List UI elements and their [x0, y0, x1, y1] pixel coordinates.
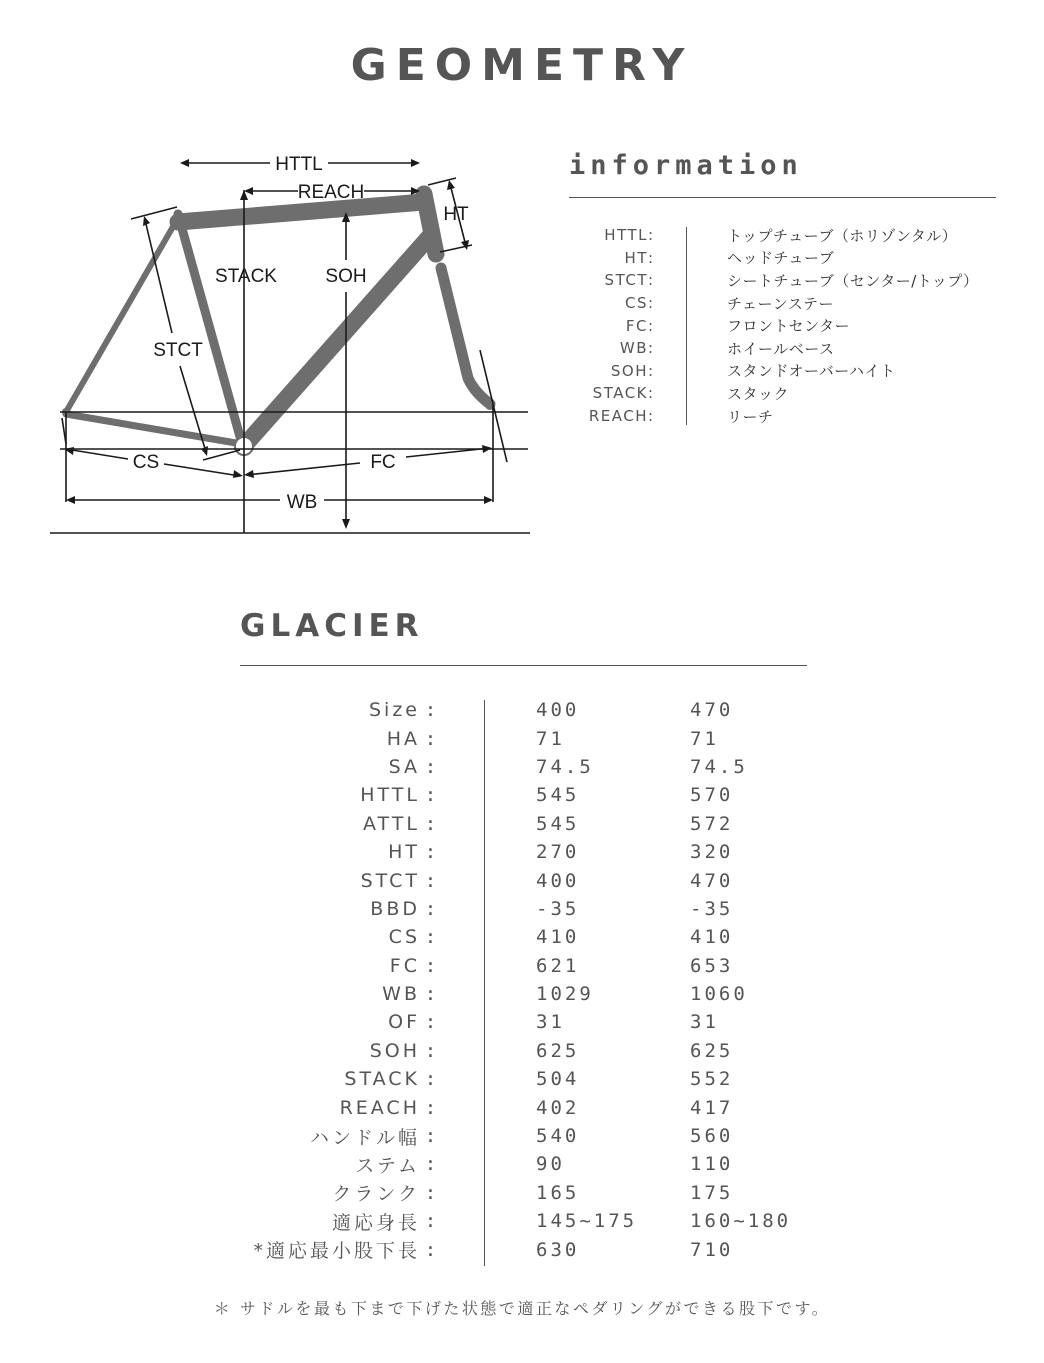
spec-value-size-1: 540	[536, 1125, 580, 1148]
spec-value-size-2: 417	[690, 1096, 734, 1119]
spec-row: WB : 1029 1060	[200, 980, 840, 1008]
spec-row: BBD : -35 -35	[200, 895, 840, 923]
spec-label: SA	[388, 755, 420, 778]
information-rule	[569, 197, 996, 198]
stack-label: STACK	[215, 266, 277, 287]
spec-label: Size	[368, 699, 420, 722]
spec-label: STCT	[360, 869, 420, 892]
spec-row: ハンドル幅 : 540 560	[200, 1122, 840, 1150]
information-list	[560, 224, 1030, 427]
seat-tube	[178, 214, 242, 444]
spec-label: BBD	[370, 897, 420, 920]
info-desc: スタンドオーバーハイト	[727, 362, 896, 381]
info-item: SOH : スタンドオーバーハイト	[560, 360, 1030, 383]
reach-label: REACH	[297, 182, 365, 203]
spec-value-size-2: 710	[690, 1238, 734, 1261]
bike-frame	[62, 194, 495, 455]
spec-value-size-2: 470	[690, 699, 734, 722]
spec-value-size-2: 74.5	[690, 755, 748, 778]
info-abbr: FC	[625, 316, 648, 335]
page-title: GEOMETRY	[350, 40, 694, 91]
info-item: HT : ヘッドチューブ	[560, 247, 1030, 270]
spec-value-size-1: 410	[536, 926, 580, 949]
spec-label: REACH	[339, 1096, 420, 1119]
info-desc: ヘッドチューブ	[727, 249, 835, 268]
info-desc: フロントセンター	[727, 317, 850, 336]
info-abbr: SOH	[610, 361, 648, 380]
footnote: ＊ サドルを最も下まで下げた状態で適正なペダリングができる股下です。	[213, 1299, 831, 1318]
spec-label: WB	[382, 983, 420, 1006]
stct-ext-top	[131, 207, 177, 219]
spec-label: *適応最小股下長	[253, 1240, 420, 1263]
spec-value-size-2: 572	[690, 812, 734, 835]
info-desc: シートチューブ（センター/トップ）	[727, 271, 979, 290]
spec-value-size-1: 545	[536, 812, 580, 835]
spec-value-size-2: 160~180	[690, 1210, 792, 1233]
info-desc: ホイールベース	[727, 339, 835, 358]
soh-dimension	[342, 212, 350, 529]
spec-row: FC : 621 653	[200, 952, 840, 980]
spec-value-size-2: 470	[690, 869, 734, 892]
info-item: CS : チェーンステー	[560, 292, 1030, 315]
spec-label: 適応身長	[331, 1211, 420, 1234]
spec-value-size-2: 31	[690, 1011, 719, 1034]
info-abbr: STACK	[592, 384, 648, 403]
soh-label: SOH	[325, 266, 367, 287]
spec-value-size-1: 90	[536, 1153, 565, 1176]
spec-row: REACH : 402 417	[200, 1093, 840, 1121]
spec-value-size-1: 1029	[536, 983, 594, 1006]
spec-value-size-2: -35	[690, 897, 734, 920]
fc-label: FC	[370, 452, 396, 473]
spec-row: 適応身長 : 145~175 160~180	[200, 1207, 840, 1235]
info-item: STACK : スタック	[560, 382, 1030, 405]
spec-label: HA	[386, 727, 420, 750]
info-item: STCT : シートチューブ（センター/トップ）	[560, 269, 1030, 292]
spec-value-size-1: 504	[536, 1068, 580, 1091]
spec-label: STACK	[344, 1068, 420, 1091]
spec-table	[200, 696, 840, 1264]
stct-ext-bottom	[203, 450, 240, 460]
spec-label: HTTL	[360, 784, 420, 807]
info-abbr: STCT	[604, 271, 648, 290]
spec-row: クランク : 165 175	[200, 1179, 840, 1207]
spec-value-size-1: 630	[536, 1238, 580, 1261]
spec-value-size-1: 145~175	[536, 1210, 638, 1233]
spec-value-size-1: 165	[536, 1181, 580, 1204]
spec-value-size-2: 1060	[690, 983, 748, 1006]
cs-label: CS	[132, 452, 160, 473]
info-desc: スタック	[727, 384, 790, 403]
spec-row: HA : 71 71	[200, 724, 840, 752]
info-abbr: HTTL	[604, 226, 648, 245]
spec-row: SA : 74.5 74.5	[200, 753, 840, 781]
spec-row: CS : 410 410	[200, 923, 840, 951]
spec-row: STACK : 504 552	[200, 1065, 840, 1093]
spec-value-size-2: 560	[690, 1125, 734, 1148]
spec-row: HT : 270 320	[200, 838, 840, 866]
spec-value-size-2: 110	[690, 1153, 734, 1176]
spec-value-size-1: 545	[536, 784, 580, 807]
spec-row: OF : 31 31	[200, 1008, 840, 1036]
info-abbr: WB	[619, 339, 648, 358]
spec-label: CS	[388, 926, 420, 949]
info-abbr: CS	[625, 294, 648, 313]
spec-value-size-2: 320	[690, 841, 734, 864]
spec-value-size-1: 400	[536, 869, 580, 892]
head-tube	[424, 194, 436, 254]
spec-value-size-2: 175	[690, 1181, 734, 1204]
model-rule	[240, 665, 807, 666]
information-heading: information	[569, 150, 803, 181]
spec-row: ATTL : 545 572	[200, 810, 840, 838]
spec-label: OF	[388, 1011, 420, 1034]
model-title: GLACIER	[240, 608, 424, 644]
info-desc: トップチューブ（ホリゾンタル）	[727, 226, 958, 245]
spec-label: HT	[388, 841, 420, 864]
seat-stay	[66, 218, 178, 412]
spec-row: SOH : 625 625	[200, 1037, 840, 1065]
spec-value-size-2: 570	[690, 784, 734, 807]
spec-row: ステム : 90 110	[200, 1150, 840, 1178]
top-tube	[178, 202, 424, 222]
info-item: WB : ホイールベース	[560, 337, 1030, 360]
info-abbr: HT	[624, 248, 648, 267]
spec-row: Size : 400 470	[200, 696, 840, 724]
spec-row: *適応最小股下長 : 630 710	[200, 1235, 840, 1263]
spec-value-size-1: -35	[536, 897, 580, 920]
stct-dimension	[143, 216, 208, 456]
info-abbr: REACH	[588, 407, 648, 426]
spec-value-size-1: 621	[536, 954, 580, 977]
spec-value-size-2: 653	[690, 954, 734, 977]
spec-label: ステム	[355, 1154, 420, 1177]
fc-dimension	[244, 445, 492, 478]
spec-value-size-1: 402	[536, 1096, 580, 1119]
ht-label: HT	[443, 204, 469, 225]
spec-value-size-2: 625	[690, 1039, 734, 1062]
wb-dimension	[66, 496, 493, 504]
info-desc: チェーンステー	[727, 294, 835, 313]
httl-label: HTTL	[275, 154, 323, 175]
spec-value-size-1: 74.5	[536, 755, 594, 778]
spec-label: ハンドル幅	[309, 1126, 420, 1149]
spec-label: FC	[389, 954, 420, 977]
spec-value-size-1: 625	[536, 1039, 580, 1062]
fork	[441, 268, 490, 404]
spec-value-size-2: 71	[690, 727, 719, 750]
bike-geometry-diagram	[0, 140, 540, 550]
spec-value-size-1: 71	[536, 727, 565, 750]
stct-label: STCT	[153, 340, 203, 361]
spec-label: ATTL	[363, 812, 420, 835]
info-item: REACH : リーチ	[560, 405, 1030, 428]
spec-value-size-1: 270	[536, 841, 580, 864]
spec-row: HTTL : 545 570	[200, 781, 840, 809]
wb-label: WB	[286, 492, 318, 513]
info-item: HTTL : トップチューブ（ホリゾンタル）	[560, 224, 1030, 247]
chain-stay	[66, 414, 242, 444]
spec-label: クランク	[332, 1183, 420, 1206]
info-desc: リーチ	[727, 407, 774, 426]
spec-value-size-2: 552	[690, 1068, 734, 1091]
info-item: FC : フロントセンター	[560, 314, 1030, 337]
spec-row: STCT : 400 470	[200, 866, 840, 894]
spec-value-size-1: 31	[536, 1011, 565, 1034]
spec-value-size-2: 410	[690, 926, 734, 949]
spec-value-size-1: 400	[536, 699, 580, 722]
spec-label: SOH	[369, 1039, 420, 1062]
